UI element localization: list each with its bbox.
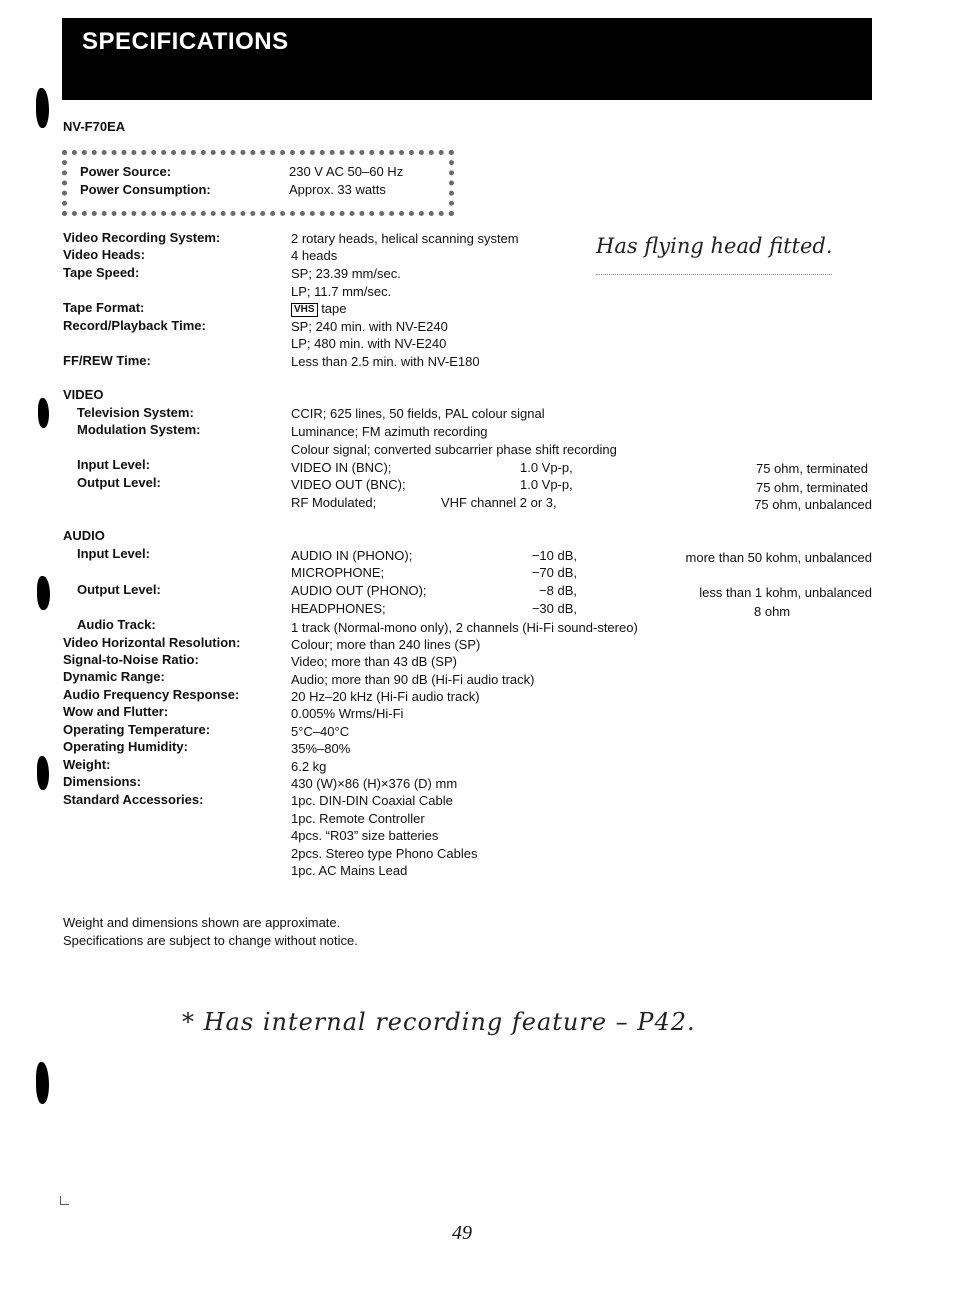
impedance-value: more than 50 kohm, unbalanced [685,550,872,565]
spec-value: 2pcs. Stereo type Phono Cables [291,846,478,861]
spec-label: Power Source: [80,164,172,179]
level-value: −70 dB, [531,565,577,580]
spec-value: CCIR; 625 lines, 50 fields, PAL colour signal [291,406,545,421]
spec-value: LP; 480 min. with NV-E240 [291,336,447,351]
spec-value: 6.2 kg [291,759,327,774]
spec-value: 230 V AC 50–60 Hz [289,164,404,179]
spec-label: Video Recording System: [63,230,221,245]
spec-label: Input Level: [77,546,150,561]
spec-label: Audio Frequency Response: [63,687,240,702]
port-name: VIDEO IN (BNC); [291,460,392,475]
level-value: 1.0 Vp-p, [520,460,573,475]
spec-label: Output Level: [77,475,161,490]
header-banner [62,18,872,100]
impedance-value: less than 1 kohm, unbalanced [699,585,872,600]
spec-value: 4 heads [291,248,338,263]
section-heading-video: VIDEO [63,387,104,402]
binder-mark [36,88,49,128]
spec-label: Operating Temperature: [63,722,211,737]
spec-value: Colour signal; converted subcarrier phase shift recording [291,442,617,457]
port-name: MICROPHONE; [291,565,385,580]
level-value: −8 dB, [539,583,577,598]
handwritten-note: Has flying head fitted. [596,234,833,258]
spec-value: SP; 240 min. with NV-E240 [291,319,448,334]
spec-value: 5°C–40°C [291,724,350,739]
binder-mark [37,756,49,790]
spec-label: Dimensions: [63,774,142,789]
spec-value: SP; 23.39 mm/sec. [291,266,401,281]
spec-label: FF/REW Time: [63,353,151,368]
spec-label: Record/Playback Time: [63,318,206,333]
spec-value: 430 (W)×86 (H)×376 (D) mm [291,776,458,791]
binder-mark [37,576,50,610]
spec-label: Tape Speed: [63,265,140,280]
spec-value: 1 track (Normal-mono only), 2 channels (Hi-Fi sound-stereo) [291,620,638,635]
underline [596,274,832,275]
spec-value: 1pc. DIN-DIN Coaxial Cable [291,793,453,808]
port-name: RF Modulated; [291,495,377,510]
spec-label: Video Heads: [63,247,146,262]
spec-label: Standard Accessories: [63,792,204,807]
level-value: −10 dB, [531,548,577,563]
spec-value: Approx. 33 watts [289,182,386,197]
spec-value: 1pc. AC Mains Lead [291,863,408,878]
binder-mark [38,398,49,428]
spec-value: 2 rotary heads, helical scanning system [291,231,519,246]
spec-value: 20 Hz–20 kHz (Hi-Fi audio track) [291,689,480,704]
spec-value: 1pc. Remote Controller [291,811,425,826]
handwritten-note: * Has internal recording feature – P42. [182,1008,696,1036]
spec-label: Operating Humidity: [63,739,188,754]
port-name: AUDIO OUT (PHONO); [291,583,427,598]
spec-value: Audio; more than 90 dB (Hi-Fi audio track) [291,672,535,687]
footnote: Weight and dimensions shown are approximate. [63,915,341,930]
spec-label: Modulation System: [77,422,201,437]
spec-label: Television System: [77,405,194,420]
spec-value: 4pcs. “R03” size batteries [291,828,439,843]
spec-label: Power Consumption: [80,182,211,197]
spec-value: LP; 11.7 mm/sec. [291,284,392,299]
spec-value: Less than 2.5 min. with NV-E180 [291,354,480,369]
vhs-logo: VHS [291,303,318,317]
spec-value: VHS tape [291,301,347,317]
model-number: NV-F70EA [63,119,126,134]
corner-mark [60,1196,69,1205]
level-value: −30 dB, [531,601,577,616]
spec-label: Tape Format: [63,300,145,315]
section-heading-audio: AUDIO [63,528,105,543]
spec-value: 0.005% Wrms/Hi-Fi [291,706,404,721]
impedance-value: 75 ohm, terminated [755,461,868,476]
spec-label: Dynamic Range: [63,669,165,684]
binder-mark [36,1062,49,1104]
spec-value: Colour; more than 240 lines (SP) [291,637,481,652]
spec-label: Output Level: [77,582,161,597]
level-value: 1.0 Vp-p, [520,477,573,492]
impedance-value: 8 ohm [754,604,791,619]
port-name: VIDEO OUT (BNC); [291,477,406,492]
spec-label: Wow and Flutter: [63,704,169,719]
spec-label: Audio Track: [77,617,156,632]
spec-label: Video Horizontal Resolution: [63,635,241,650]
port-name: AUDIO IN (PHONO); [291,548,413,563]
spec-value: Video; more than 43 dB (SP) [291,654,457,669]
footnote: Specifications are subject to change without notice. [63,933,358,948]
impedance-value: 75 ohm, unbalanced [754,497,872,512]
spec-value: 35%–80% [291,741,351,756]
spec-label: Input Level: [77,457,150,472]
spec-label: Weight: [63,757,111,772]
page-number: 49 [452,1222,472,1244]
level-value: VHF channel 2 or 3, [441,495,557,510]
port-name: HEADPHONES; [291,601,386,616]
impedance-value: 75 ohm, terminated [755,480,868,495]
spec-label: Signal-to-Noise Ratio: [63,652,199,667]
page-title: SPECIFICATIONS [82,28,289,55]
spec-value: Luminance; FM azimuth recording [291,424,488,439]
